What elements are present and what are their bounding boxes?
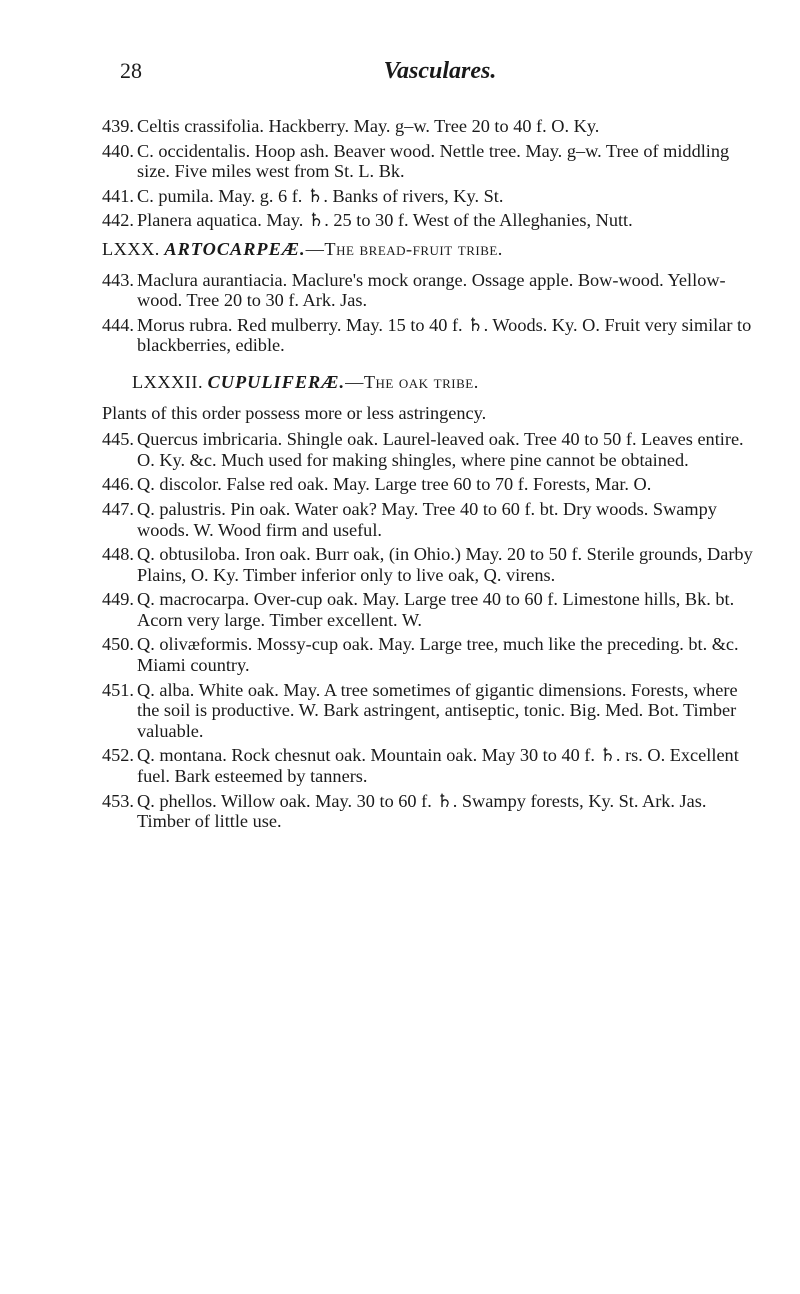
order-common-name: —The bread-fruit tribe.: [305, 238, 503, 259]
species-entry: [102, 270, 762, 311]
order-name: CUPULIFERÆ.: [207, 371, 346, 392]
entry-number: 448.: [102, 544, 134, 565]
species-entry: [102, 210, 762, 231]
species-entry: [102, 544, 762, 585]
running-title: Vasculares.: [383, 58, 497, 84]
species-entry: [102, 315, 762, 356]
entry-number: 447.: [102, 498, 134, 519]
entry-text: Q. montana. Rock chesnut oak. Mountain oak. May 30 to 40 f. ♄. rs. O. Excellent fuel. Bark esteemed by tanners.: [137, 745, 739, 787]
order-common-name: —The oak tribe.: [345, 371, 479, 392]
entry-text: Quercus imbricaria. Shingle oak. Laurel-leaved oak. Tree 40 to 50 f. Leaves entire. O. Ky. &c. Much used for making shingles, where pine cannot be obtained.: [137, 429, 744, 470]
entry-number: 445.: [102, 429, 134, 450]
order-numeral: LXXXII.: [132, 371, 204, 392]
page-number: 28: [120, 58, 142, 83]
page-header: [120, 58, 760, 88]
entry-text: C. pumila. May. g. 6 f. ♄. Banks of rivers, Ky. St.: [137, 185, 504, 206]
entry-number: 439.: [102, 116, 134, 136]
entry-number: 444.: [102, 314, 134, 335]
entry-text: Morus rubra. Red mulberry. May. 15 to 40 f. ♄. Woods. Ky. O. Fruit very similar to blackberries, edible.: [137, 314, 752, 356]
species-entry: [102, 474, 762, 495]
order-name: ARTOCARPEÆ.: [164, 238, 306, 259]
entry-text: Q. obtusiloba. Iron oak. Burr oak, (in Ohio.) May. 20 to 50 f. Sterile grounds, Darby Plains, O. Ky. Timber inferior only to live oak, Q. virens.: [137, 544, 753, 585]
order-numeral: LXXX.: [102, 238, 160, 259]
entry-number: 441.: [102, 185, 134, 206]
order-heading-cupuliferae: [102, 372, 762, 393]
page-body: [102, 116, 762, 836]
species-entry: [102, 116, 762, 137]
entry-number: 453.: [102, 790, 134, 811]
species-entry: [102, 680, 762, 742]
species-entry: [102, 745, 762, 786]
entry-text: Q. macrocarpa. Over-cup oak. May. Large tree 40 to 60 f. Limestone hills, Bk. bt. Acorn very large. Timber excellent. W.: [137, 589, 735, 630]
entry-number: 452.: [102, 745, 134, 766]
entry-text: C. occidentalis. Hoop ash. Beaver wood. Nettle tree. May. g–w. Tree of middling size. Five miles west from St. L. Bk.: [137, 140, 730, 182]
species-entry: [102, 186, 762, 207]
species-entry: [102, 791, 762, 832]
entry-number: 446.: [102, 474, 134, 495]
entry-number: 450.: [102, 634, 134, 655]
entry-text: Q. alba. White oak. May. A tree sometimes of gigantic dimensions. Forests, where the soil is productive. W. Bark astringent, antiseptic, tonic. Big. Med. Bot. Timber valuable.: [137, 679, 738, 741]
species-entry: [102, 499, 762, 540]
species-entry: [102, 141, 762, 182]
entry-number: 449.: [102, 589, 134, 610]
order-heading-artocarpeae: [102, 239, 762, 260]
entry-number: 442.: [102, 210, 134, 231]
entry-text: Planera aquatica. May. ♄. 25 to 30 f. West of the Alleghanies, Nutt.: [137, 210, 633, 231]
entry-text: Maclura aurantiacia. Maclure's mock orange. Ossage apple. Bow-wood. Yellow-wood. Tree 20 to 30 f. Ark. Jas.: [137, 269, 726, 311]
entry-text: Q. discolor. False red oak. May. Large tree 60 to 70 f. Forests, Mar. O.: [137, 474, 652, 495]
species-entry: [102, 429, 762, 470]
species-entry: [102, 589, 762, 630]
order-note: Plants of this order possess more or less astringency.: [102, 402, 487, 423]
entry-text: Celtis crassifolia. Hackberry. May. g–w. Tree 20 to 40 f. O. Ky.: [137, 116, 600, 136]
entry-number: 451.: [102, 679, 134, 700]
entry-text: Q. olivæformis. Mossy-cup oak. May. Large tree, much like the preceding. bt. &c. Miami country.: [137, 634, 739, 676]
entry-number: 440.: [102, 140, 134, 161]
entry-number: 443.: [102, 269, 134, 290]
species-entry: [102, 634, 762, 675]
entry-text: Q. phellos. Willow oak. May. 30 to 60 f. ♄. Swampy forests, Ky. St. Ark. Jas. Timber of little use.: [137, 790, 707, 832]
entry-text: Q. palustris. Pin oak. Water oak? May. Tree 40 to 60 f. bt. Dry woods. Swampy woods. W. Wood firm and useful.: [137, 498, 717, 540]
